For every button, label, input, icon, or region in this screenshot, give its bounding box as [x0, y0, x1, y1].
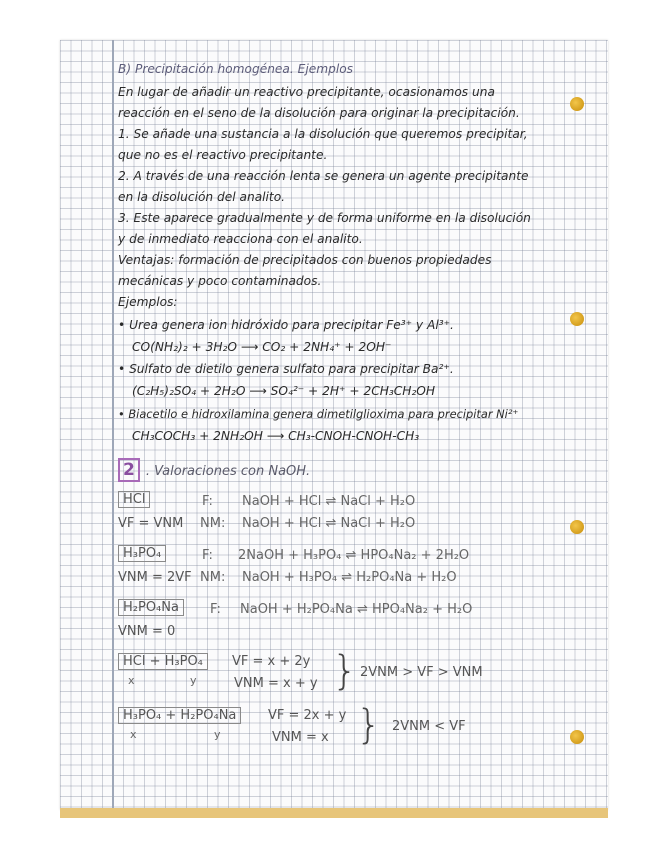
- text-line: mecánicas y poco contaminados.: [118, 274, 322, 288]
- text-line: 2. A través de una reacción lenta se genera un agente precipitante: [118, 169, 529, 183]
- mixture-x: x: [130, 728, 137, 741]
- analyte-label: HCl: [118, 492, 150, 507]
- equation-line: CH₃COCH₃ + 2NH₂OH ⟶ CH₃-CNOH-CNOH-CH₃: [132, 429, 420, 443]
- mixture-result: 2VNM < VF: [392, 719, 466, 734]
- text-line: • Sulfato de dietilo genera sulfato para precipitar Ba²⁺.: [118, 362, 454, 376]
- brace: }: [356, 702, 382, 748]
- f-equation: 2NaOH + H₃PO₄ ⇌ HPO₄Na₂ + 2H₂O: [238, 548, 470, 563]
- section-2-heading: [118, 458, 310, 482]
- volume-condition: VF = VNM: [118, 516, 184, 531]
- text-line: en la disolución del analito.: [118, 190, 286, 204]
- text-line: • Biacetilo e hidroxilamina genera dimetilglioxima para precipitar Ni²⁺: [118, 407, 519, 421]
- brace: }: [332, 648, 358, 694]
- text-line: reacción en el seno de la disolución para originar la precipitación.: [118, 106, 520, 120]
- nm-tag: NM:: [200, 516, 226, 531]
- mixture-label: HCl + H₃PO₄: [118, 654, 208, 669]
- text-line: En lugar de añadir un reactivo precipitante, ocasionamos una: [118, 85, 495, 99]
- vf-expression: VF = x + 2y: [232, 654, 311, 669]
- volume-condition: VNM = 0: [118, 624, 176, 639]
- vf-expression: VF = 2x + y: [268, 708, 347, 723]
- binder-hole: [570, 97, 584, 111]
- binder-hole: [570, 312, 584, 326]
- equation-line: (C₂H₅)₂SO₄ + 2H₂O ⟶ SO₄²⁻ + 2H⁺ + 2CH₃CH₂OH: [132, 384, 436, 398]
- margin-line: [112, 40, 114, 810]
- f-equation: NaOH + HCl ⇌ NaCl + H₂O: [242, 494, 416, 509]
- mixture-y: y: [190, 674, 197, 687]
- binder-hole: [570, 520, 584, 534]
- text-line: 1. Se añade una sustancia a la disolución que queremos precipitar,: [118, 127, 528, 141]
- mixture-label: H₃PO₄ + H₂PO₄Na: [118, 708, 241, 723]
- binder-hole: [570, 730, 584, 744]
- mixture-y: y: [214, 728, 221, 741]
- analyte-label: H₂PO₄Na: [118, 600, 184, 615]
- mixture-result: 2VNM > VF > VNM: [360, 665, 483, 680]
- f-tag: F:: [202, 548, 213, 563]
- f-tag: F:: [210, 602, 221, 617]
- section-2-title: . Valoraciones con NaOH.: [145, 464, 311, 479]
- vnm-expression: VNM = x: [272, 730, 329, 745]
- analyte-label: H₃PO₄: [118, 546, 166, 561]
- section-number: 2: [118, 458, 140, 482]
- nm-equation: NaOH + HCl ⇌ NaCl + H₂O: [242, 516, 416, 531]
- text-line: • Urea genera ion hidróxido para precipitar Fe³⁺ y Al³⁺.: [118, 318, 454, 332]
- text-line: 3. Este aparece gradualmente y de forma uniforme en la disolución: [118, 211, 531, 225]
- nm-tag: NM:: [200, 570, 226, 585]
- text-line: y de inmediato reacciona con el analito.: [118, 232, 363, 246]
- page-edge-strip: [60, 808, 608, 818]
- text-line: que no es el reactivo precipitante.: [118, 148, 328, 162]
- vnm-expression: VNM = x + y: [234, 676, 318, 691]
- f-tag: F:: [202, 494, 213, 509]
- equation-line: CO(NH₂)₂ + 3H₂O ⟶ CO₂ + 2NH₄⁺ + 2OH⁻: [132, 340, 392, 354]
- section-b-title: B) Precipitación homogénea. Ejemplos: [118, 62, 354, 76]
- f-equation: NaOH + H₂PO₄Na ⇌ HPO₄Na₂ + H₂O: [240, 602, 473, 617]
- text-line: Ventajas: formación de precipitados con buenos propiedades: [118, 253, 492, 267]
- nm-equation: NaOH + H₃PO₄ ⇌ H₂PO₄Na + H₂O: [242, 570, 457, 585]
- volume-condition: VNM = 2VF: [118, 570, 192, 585]
- text-line: Ejemplos:: [118, 295, 178, 309]
- mixture-x: x: [128, 674, 135, 687]
